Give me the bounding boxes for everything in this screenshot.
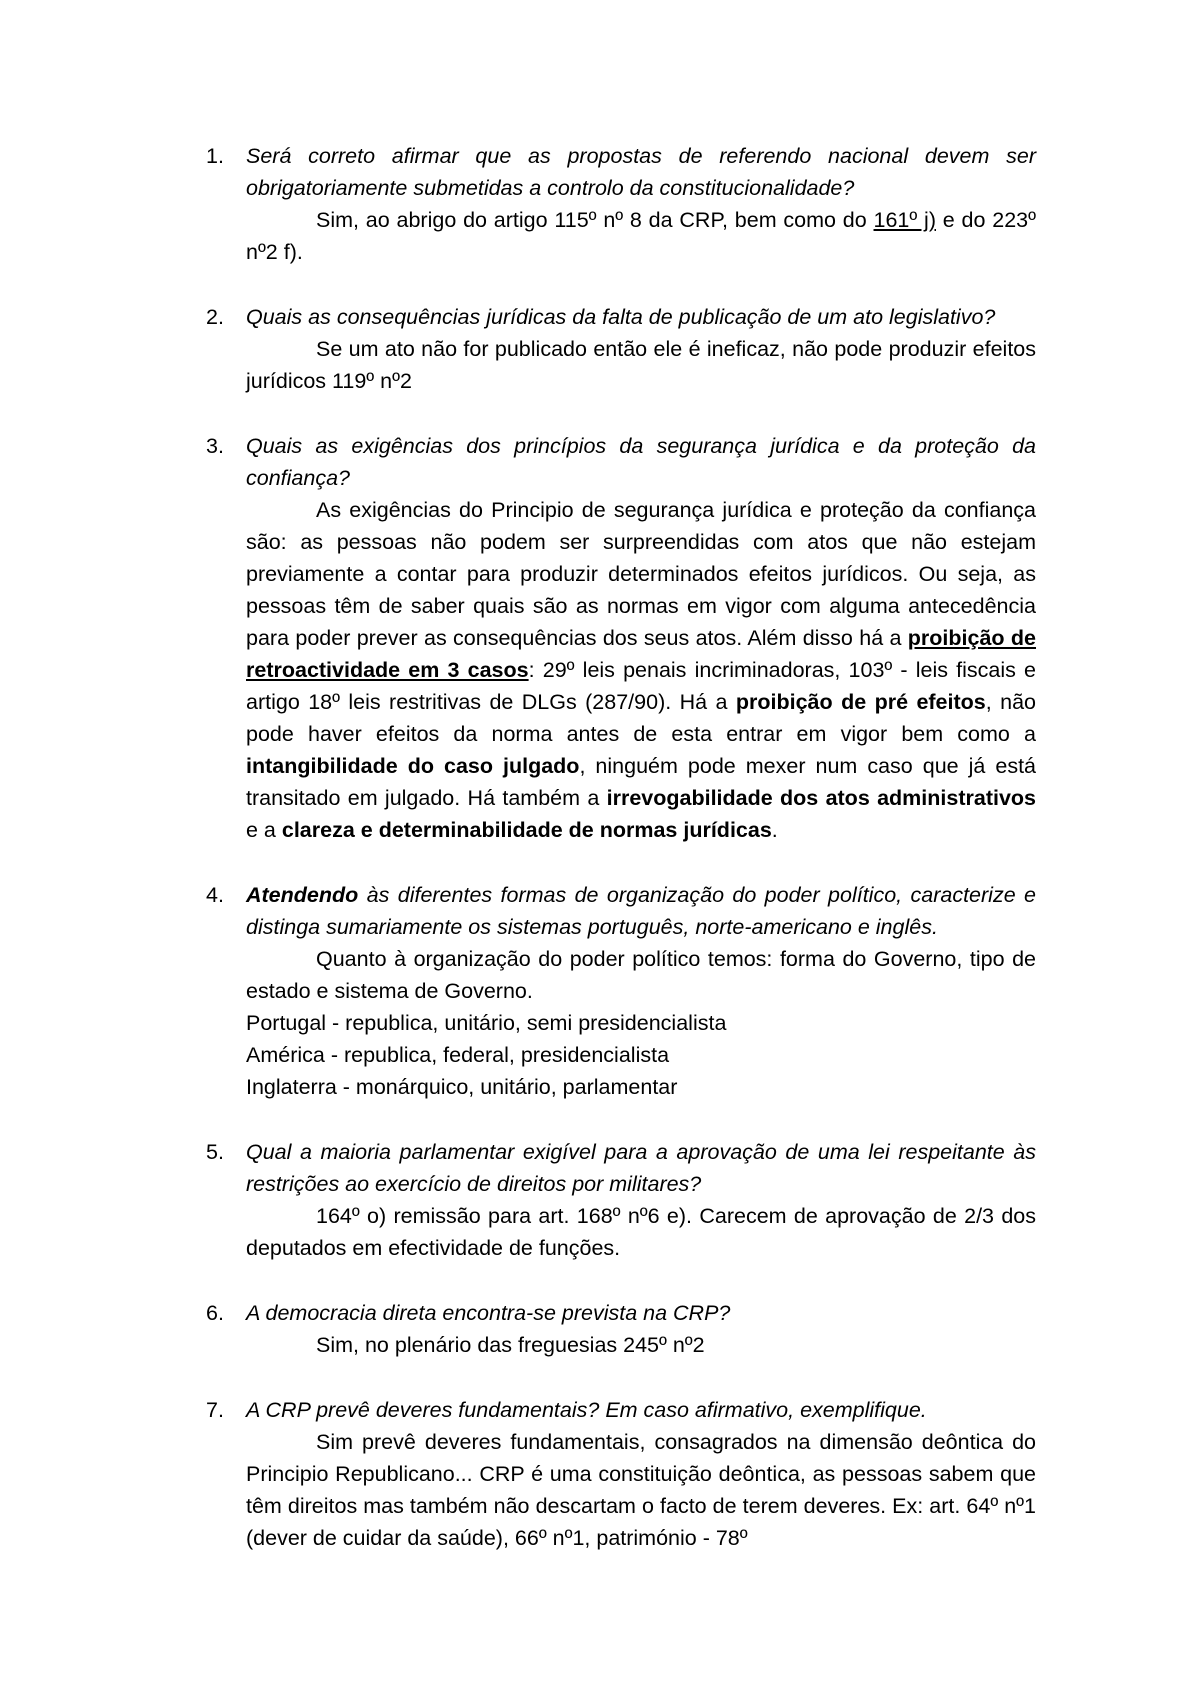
bold-term: clareza e determinabilidade de normas jurídicas (281, 818, 772, 842)
question-number: 6. (206, 1301, 224, 1325)
answer-segment: Sim, ao abrigo do artigo 115º nº 8 da CRP, bem como do (316, 208, 874, 232)
question-number: 5. (206, 1140, 224, 1164)
question-item-4 (206, 879, 1036, 1103)
bold-underlined-term: proibição de retroactividade em 3 casos (246, 626, 1036, 682)
question-item-6 (206, 1297, 1036, 1361)
question-item-7 (206, 1394, 1036, 1554)
answer-segment: . (771, 818, 778, 842)
answer-segment: e a (246, 818, 282, 842)
answer-segment: , não pode haver efeitos da norma antes de esta entrar em vigor bem como a (246, 690, 1037, 746)
underlined-reference: 161º j) (873, 208, 936, 232)
answer-text: Sim prevê deveres fundamentais, consagrados na dimensão deôntica do Principio Republicano... CRP é uma constituição deôntica, as pessoas sabem que têm direitos mas também não descartam o facto de terem deveres. Ex: art. 64º nº1 (dever de cuidar da saúde), 66º nº1, património - 78º (246, 1430, 1036, 1550)
question-text: Qual a maioria parlamentar exigível para a aprovação de uma lei respeitante às restrições ao exercício de direitos por militares? (246, 1140, 1036, 1196)
question-text: Quais as consequências jurídicas da falta de publicação de um ato legislativo? (246, 305, 996, 329)
question-item-3 (206, 430, 1036, 846)
answer-segment: , ninguém pode mexer num caso que já está transitado em julgado. Há também a (246, 754, 1037, 810)
bold-term: intangibilidade do caso julgado (246, 754, 580, 778)
question-number: 4. (206, 883, 224, 907)
answer-text: 164º o) remissão para art. 168º nº6 e). Carecem de aprovação de 2/3 dos deputados em efectividade de funções. (246, 1204, 1036, 1260)
question-number: 3. (206, 434, 224, 458)
question-segment: às diferentes formas de organização do poder político, caracterize e distinga sumariamente os sistemas português, norte-americano e inglês. (246, 883, 1036, 939)
question-text: A democracia direta encontra-se prevista na CRP? (246, 1301, 731, 1325)
question-text: Quais as exigências dos princípios da segurança jurídica e da proteção da confiança? (246, 434, 1036, 490)
question-number: 1. (206, 144, 224, 168)
bold-term: irrevogabilidade dos atos administrativos (606, 786, 1037, 810)
answer-line: Portugal - republica, unitário, semi presidencialista (246, 1011, 727, 1035)
question-item-2 (206, 301, 1036, 397)
question-item-1 (206, 140, 1036, 268)
question-number: 2. (206, 305, 224, 329)
question-item-5 (206, 1136, 1036, 1264)
answer-segment: : 29º leis penais incriminadoras, 103º - leis fiscais e artigo 18º leis restritivas de DLGs (287/90). Há a (246, 658, 1036, 714)
question-number: 7. (206, 1398, 224, 1422)
question-text: Será correto afirmar que as propostas de referendo nacional devem ser obrigatoriamente submetidas a controlo da constitucionalidade? (246, 144, 1036, 200)
question-list (206, 140, 1036, 1587)
answer-text (246, 494, 1036, 846)
answer-text: Quanto à organização do poder político temos: forma do Governo, tipo de estado e sistema de Governo. (246, 947, 1036, 1003)
answer-text (246, 204, 1036, 268)
question-text: A CRP prevê deveres fundamentais? Em caso afirmativo, exemplifique. (246, 1398, 927, 1422)
answer-line: Inglaterra - monárquico, unitário, parlamentar (246, 1075, 678, 1099)
answer-text: Se um ato não for publicado então ele é ineficaz, não pode produzir efeitos jurídicos 119º nº2 (246, 337, 1036, 393)
bold-term: proibição de pré efeitos (735, 690, 986, 714)
answer-segment: As exigências do Principio de segurança jurídica e proteção da confiança são: as pessoas não podem ser surpreendidas com atos que não estejam previamente a contar para produzir determinados efeitos jurídicos. Ou seja, as pessoas têm de saber quais são as normas em vigor com alguma antecedência para poder prever as consequências dos seus atos. Além disso há a (246, 498, 1036, 650)
answer-line: América - republica, federal, presidencialista (246, 1043, 670, 1067)
bold-term: Atendendo (246, 883, 359, 907)
question-text (246, 879, 1036, 943)
answer-text: Sim, no plenário das freguesias 245º nº2 (316, 1333, 705, 1357)
answer-segment: e do 223º nº2 f). (246, 208, 1036, 264)
